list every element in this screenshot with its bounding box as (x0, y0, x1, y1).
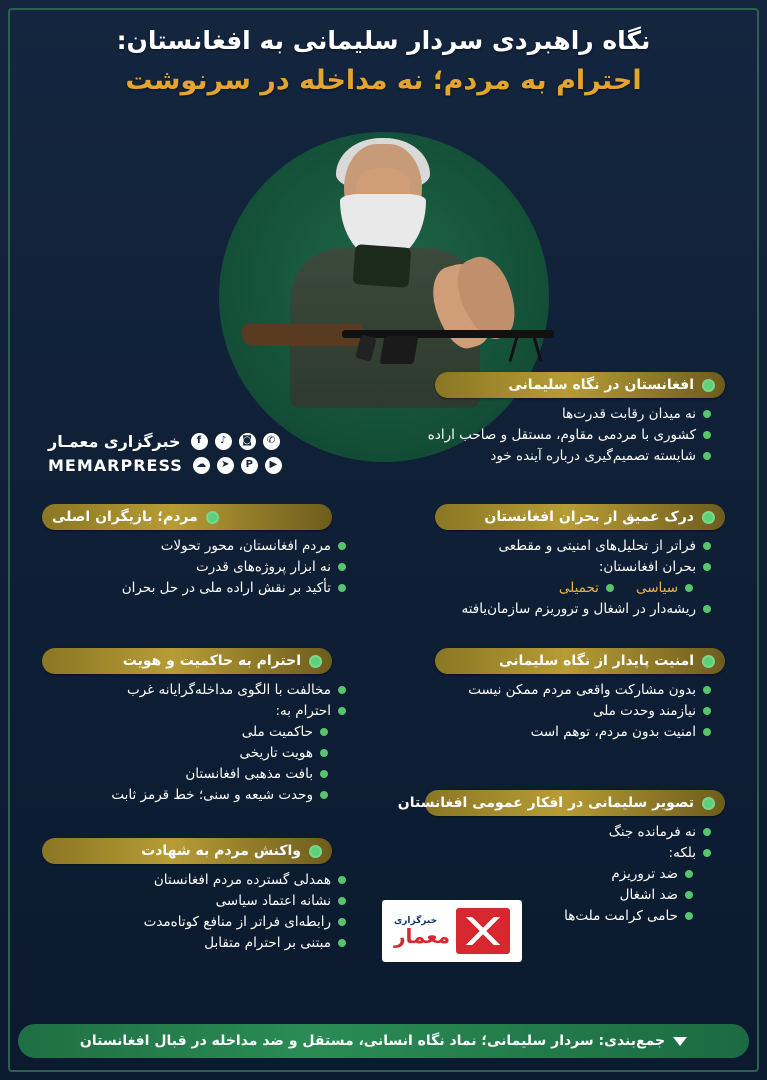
bullet-dot-icon (703, 431, 711, 439)
triangle-icon (673, 1037, 687, 1046)
list-item: شایسته تصمیم‌گیری درباره آینده خود (421, 446, 711, 467)
bullet-dot-icon (338, 897, 346, 905)
list-item: مخالفت با الگوی مداخله‌گرایانه غرب (56, 680, 346, 701)
list-item-sub: حاکمیت ملی (56, 722, 346, 743)
list-item: احترام به: (56, 701, 346, 722)
facebook-icon[interactable]: f (191, 433, 208, 450)
logo-glyph (466, 917, 500, 945)
section-list-afghanistan-in-soleimani-view (421, 404, 711, 467)
list-item: امنیت بدون مردم، توهم است (421, 722, 711, 743)
telegram-icon[interactable]: ➤ (217, 457, 234, 474)
list-item-sub: هویت تاریخی (56, 743, 346, 764)
list-item: نه ابزار پروژه‌های قدرت (56, 557, 346, 578)
header-line-2: احترام به مردم؛ نه مداخله در سرنوشت (125, 64, 642, 96)
section-list-people-reaction-to-martyrdom (56, 870, 346, 954)
bullet-dot-icon (702, 655, 715, 668)
bullet-dot-icon (702, 379, 715, 392)
section-list-respect-sovereignty-identity (56, 680, 346, 806)
bullet-dot-icon (338, 563, 346, 571)
bullet-dot-icon (338, 707, 346, 715)
pinterest-icon[interactable]: P (241, 457, 258, 474)
list-item: تأکید بر نقش اراده ملی در حل بحران (56, 578, 346, 599)
list-item-pair (411, 578, 711, 599)
section-list-people-main-actors (56, 536, 346, 599)
bullet-dot-icon (703, 563, 711, 571)
bullet-dot-icon (338, 918, 346, 926)
bullet-dot-icon (703, 452, 711, 460)
summary-bar (18, 1024, 749, 1058)
section-header-afghanistan-in-soleimani-view (435, 372, 725, 398)
logo-mark-icon (456, 908, 510, 954)
bullet-dot-icon (338, 876, 346, 884)
logo-main-text: معمار (393, 924, 451, 948)
section-header-respect-sovereignty-identity (42, 648, 332, 674)
bullet-dot-icon (320, 749, 328, 757)
list-item-sub: بافت مذهبی افغانستان (56, 764, 346, 785)
memar-press-logo (382, 900, 522, 962)
list-item: بدون مشارکت واقعی مردم ممکن نیست (421, 680, 711, 701)
section-header-sustainable-security (435, 648, 725, 674)
list-item: همدلی گسترده مردم افغانستان (56, 870, 346, 891)
section-list-sustainable-security (421, 680, 711, 743)
bullet-dot-icon (338, 939, 346, 947)
bullet-dot-icon (703, 542, 711, 550)
bullet-dot-icon (703, 707, 711, 715)
social-media-block (48, 424, 348, 482)
rifle-illustration (232, 326, 562, 342)
bullet-dot-icon (685, 891, 693, 899)
section-header-soleimani-image-in-public-opinion (397, 790, 725, 816)
section-list-deep-understanding-of-crisis (411, 536, 711, 620)
rifle-magazine (379, 336, 418, 364)
bullet-dot-icon (338, 584, 346, 592)
list-item-sub: وحدت شیعه و سنی؛ خط قرمز ثابت (56, 785, 346, 806)
list-item-sub: تحمیلی (559, 578, 614, 599)
bullet-dot-icon (206, 511, 219, 524)
youtube-icon[interactable]: ▶ (265, 457, 282, 474)
section-title: تصویر سلیمانی در افکار عمومی افغانستان (397, 795, 694, 811)
list-item: نه فرمانده جنگ (421, 822, 711, 843)
logo-top-text: خبرگزاری (393, 916, 438, 926)
bullet-dot-icon (338, 686, 346, 694)
bullet-dot-icon (703, 849, 711, 857)
instagram-icon[interactable]: ◙ (239, 433, 256, 450)
section-title: درک عمیق از بحران افغانستان (484, 509, 694, 525)
header-line-1: نگاه راهبردی سردار سلیمانی به افغانستان: (116, 26, 651, 55)
rifle-bipod (508, 336, 548, 362)
list-item: ریشه‌دار در اشغال و تروریزم سازمان‌یافته (411, 599, 711, 620)
bullet-dot-icon (703, 686, 711, 694)
list-item-sub: حامی کرامت ملت‌ها (421, 906, 711, 927)
section-title: مردم؛ بازیگران اصلی (52, 509, 198, 525)
brand-name-en: MEMARPRESS (48, 455, 183, 475)
list-item: رابطه‌ای فراتر از منافع کوتاه‌مدت (56, 912, 346, 933)
bullet-dot-icon (685, 870, 693, 878)
bullet-dot-icon (338, 542, 346, 550)
list-item-sub: ضد اشغال (421, 885, 711, 906)
tiktok-icon[interactable]: ♪ (215, 433, 232, 450)
bullet-dot-icon (703, 728, 711, 736)
list-item: نیازمند وحدت ملی (421, 701, 711, 722)
bale-icon[interactable]: ☁ (193, 457, 210, 474)
logo-text (394, 916, 450, 946)
section-header-people-main-actors (42, 504, 332, 530)
section-title: احترام به حاکمیت و هویت (122, 653, 301, 669)
brand-name-fa: خبرگزاری معمـار (48, 431, 181, 451)
bullet-dot-icon (320, 728, 328, 736)
list-item: نشانه اعتماد سیاسی (56, 891, 346, 912)
bullet-dot-icon (685, 912, 693, 920)
list-item: نه میدان رقابت قدرت‌ها (421, 404, 711, 425)
bullet-dot-icon (685, 584, 693, 592)
social-icons-row-1[interactable] (191, 433, 280, 450)
bullet-dot-icon (703, 410, 711, 418)
list-item: بلکه: (421, 843, 711, 864)
bullet-dot-icon (703, 828, 711, 836)
section-title: امنیت پایدار از نگاه سلیمانی (499, 653, 694, 669)
poster-header (0, 24, 767, 100)
section-title: افغانستان در نگاه سلیمانی (508, 377, 694, 393)
bullet-dot-icon (320, 770, 328, 778)
list-item: مبتنی بر احترام متقابل (56, 933, 346, 954)
list-item-sub: ضد تروریزم (421, 864, 711, 885)
portrait-illustration (204, 138, 564, 408)
list-item: کشوری با مردمی مقاوم، مستقل و صاحب اراده (421, 425, 711, 446)
list-item: بحران افغانستان: (411, 557, 711, 578)
list-item: فراتر از تحلیل‌های امنیتی و مقطعی (411, 536, 711, 557)
bullet-dot-icon (309, 845, 322, 858)
brand-row (48, 432, 348, 451)
summary-text: جمع‌بندی: سردار سلیمانی؛ نماد نگاه انسانی، مستقل و ضد مداخله در قبال افغانستان (79, 1033, 666, 1049)
bullet-dot-icon (606, 584, 614, 592)
brand-row-secondary (48, 456, 348, 475)
section-title: واکنش مردم به شهادت (141, 843, 301, 859)
bullet-dot-icon (702, 511, 715, 524)
section-header-deep-understanding-of-crisis (435, 504, 725, 530)
bullet-dot-icon (703, 605, 711, 613)
whatsapp-icon[interactable]: ✆ (263, 433, 280, 450)
bullet-dot-icon (702, 797, 715, 810)
section-header-people-reaction-to-martyrdom (42, 838, 332, 864)
bullet-dot-icon (320, 791, 328, 799)
social-icons-row-2[interactable] (193, 457, 282, 474)
bullet-dot-icon (309, 655, 322, 668)
portrait-collar (352, 244, 411, 288)
list-item-sub: سیاسی (636, 578, 693, 599)
list-item: مردم افغانستان، محور تحولات (56, 536, 346, 557)
